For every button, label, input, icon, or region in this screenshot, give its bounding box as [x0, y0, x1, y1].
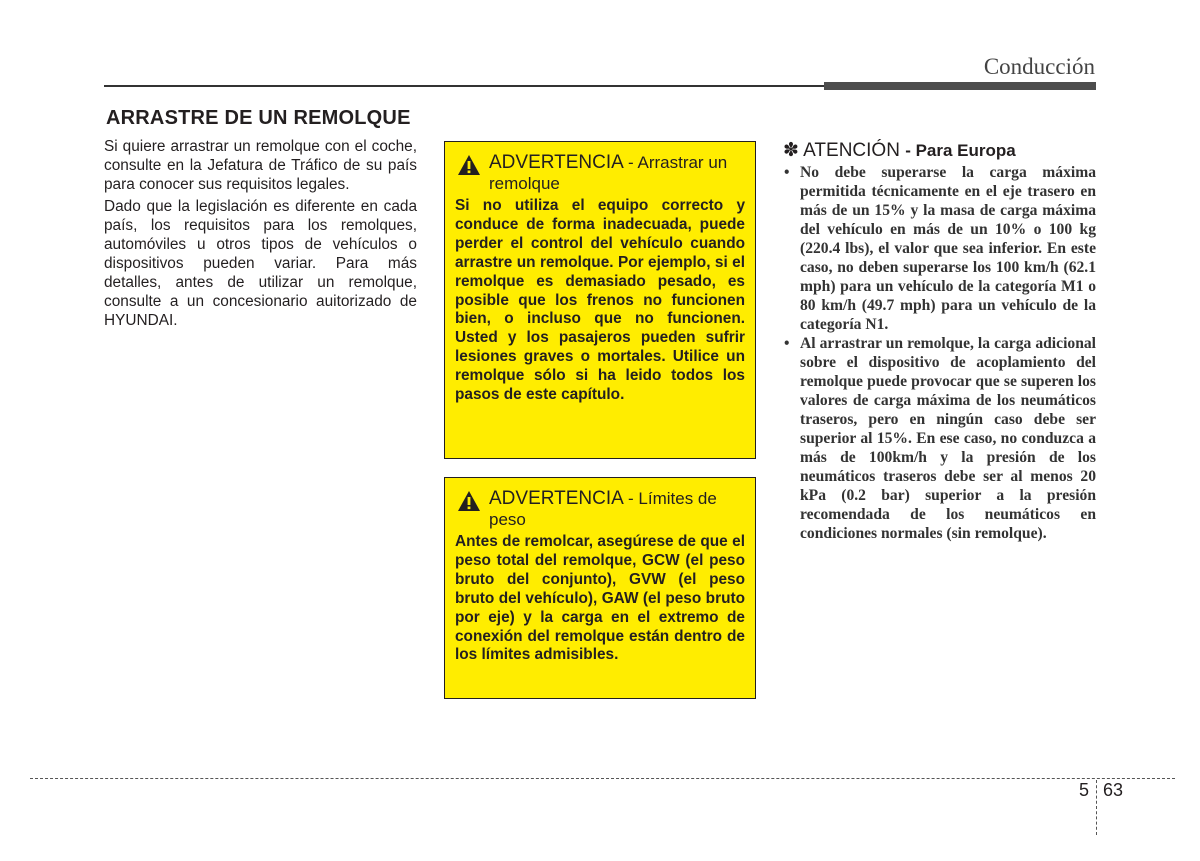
bullet-icon: • [784, 335, 790, 352]
warning-box-towing [444, 141, 756, 459]
bullet-icon: • [784, 164, 790, 181]
attention-subtitle: - Para Europa [905, 141, 1016, 160]
warning-triangle-icon [457, 490, 481, 512]
warning-title [489, 488, 745, 530]
page-number: 63 [1103, 780, 1124, 800]
intro-paragraph: Si quiere arrastrar un remolque con el coche, consulte en la Jefatura de Tráfico de su país para conocer sus requisitos legales. [104, 138, 417, 193]
chapter-number: 5 [1079, 780, 1090, 800]
warning-body: Si no utiliza el equipo correcto y conduce de forma inadecuada, puede perder el control del vehículo cuando arrastre un remolque. Por ejemplo, si el remolque es demasiado pesado, es posible que los frenos no funcionen bien, o incluso que no funcionen. Usted y los pasajeros pueden sufrir lesiones graves o mortales. Utilice un remolque sólo si ha leido todos los pasos de este capítulo. [455, 197, 745, 404]
footer-page-divider [1096, 780, 1097, 835]
attention-list [784, 163, 1096, 543]
list-item-text: No debe superarse la carga máxima permitida técnicamente en el eje trasero en más de un 15% y la masa de carga máxima del vehículo en más de un 10% o 100 kg (220.4 lbs), el valor que sea inferior. En este caso, no deben superarse los 100 km/h (62.1 mph) para un vehículo de la categoría M1 o 80 km/h (49.7 mph) para un vehículo de la categoría N1. [800, 164, 1096, 333]
header-rule [104, 85, 824, 87]
attention-heading [783, 139, 1016, 162]
warning-subtitle: - Límites de peso [489, 489, 717, 529]
section-heading: ARRASTRE DE UN REMOLQUE [106, 107, 411, 129]
list-item [784, 163, 1096, 334]
footer-divider [30, 778, 1175, 779]
list-item-text: Al arrastrar un remolque, la carga adicional sobre el dispositivo de acoplamiento del remolque puede provocar que se superen los valores de carga máxima de los neumáticos traseros, pero en ningún caso debe ser superior al 15%. En ese caso, no conduzca a más de 100km/h y la presión de los neumáticos traseros debe ser al menos 20 kPa (0.2 bar) superior a la presión recomendada de los neumáticos en condiciones normales (sin remolque). [800, 335, 1096, 542]
warning-body: Antes de remolcar, asegúrese de que el peso total del remolque, GCW (el peso bruto del conjunto), GVW (el peso bruto del vehículo), GAW (el peso bruto por eje) y la carga en el extremo de conexión del remolque están dentro de los límites admisibles. [455, 533, 745, 664]
warning-subtitle: - Arrastrar un remolque [489, 153, 728, 193]
attention-symbol-icon: ✽ [783, 140, 799, 161]
attention-title: ATENCIÓN [803, 140, 900, 161]
header-rule-accent [824, 82, 1096, 90]
list-item [784, 334, 1096, 543]
warning-label: ADVERTENCIA [489, 488, 623, 509]
warning-triangle-icon [457, 154, 481, 176]
warning-header [455, 488, 745, 530]
intro-paragraph: Dado que la legislación es diferente en cada país, los requisitos para los remolques, automóviles u otros tipos de vehículos o dispositivos pueden variar. Para más detalles, antes de utilizar un remolque, consulte a un concesionario auitorizado de HYUNDAI. [104, 198, 417, 329]
intro-column [104, 137, 417, 333]
page-header-title: Conducción [983, 54, 1095, 79]
warning-title [489, 152, 745, 194]
warning-label: ADVERTENCIA [489, 152, 623, 173]
warning-box-weight-limits [444, 477, 756, 699]
warning-header [455, 152, 745, 194]
